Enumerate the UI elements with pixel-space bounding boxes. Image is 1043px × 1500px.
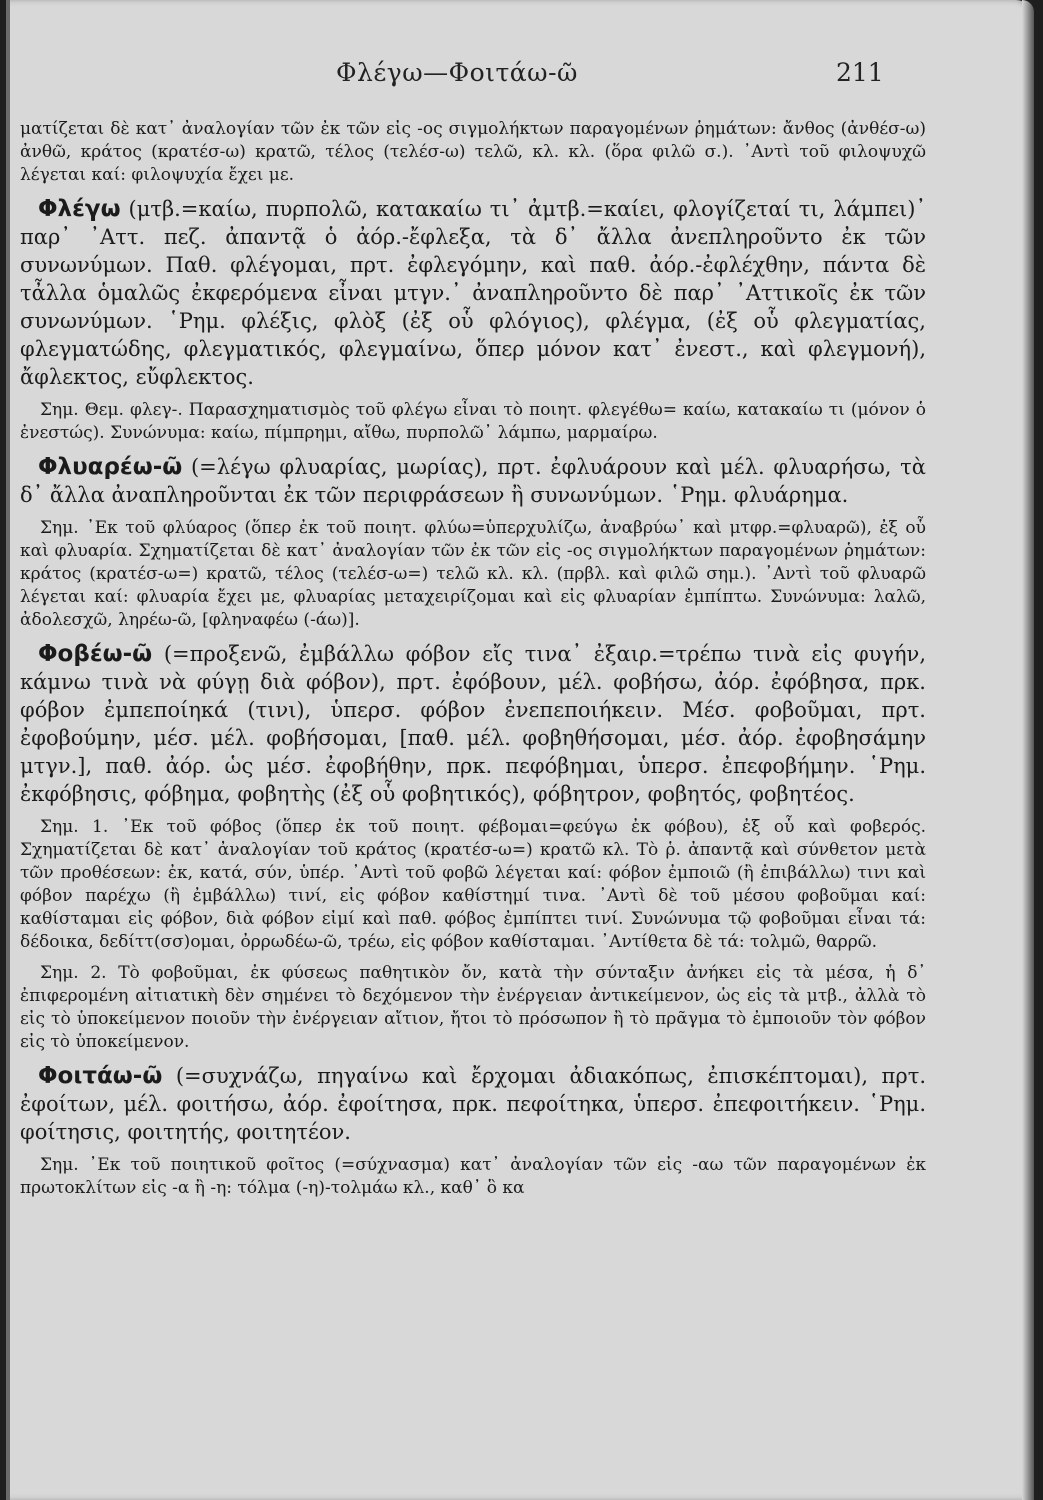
note-continuation	[20, 118, 926, 187]
note-phobeo-2	[20, 962, 926, 1054]
note-phoitao	[20, 1154, 926, 1200]
note-phlyareo	[20, 517, 926, 632]
entry-phlego	[20, 195, 926, 391]
note-text: Σημ. 2. Τὸ φοβοῦμαι, ἐκ φύσεως παθητικὸν ὄν, κατὰ τὴν σύνταξιν ἀνήκει εἰς τὰ μέσα, ἡ δ᾽ ἐπιφερομένη αἰτιατικὴ δὲν σημένει τὸ δεχόμενον τὴν ἐνέργειαν ἀντικείμενον, ὡς εἰς τὰ μτβ., ἀλλὰ τὸ εἰς τὸ ὑποκείμενον ποιοῦν τὴν ἐνέργειαν αἴτιον, ἤτοι τὸ πρόσωπον ἢ τὸ πρᾶγμα τὸ ἐμποιοῦν τὸν φόβον εἰς τὸ ὑποκείμενον.	[20, 963, 926, 1052]
note-text: Σημ. ᾽Εκ τοῦ ποιητικοῦ φοῖτος (=σύχνασμα) κατ᾽ ἀναλογίαν τῶν εἰς -αω τῶν παραγομένων ἐκ πρωτοκλίτων εἰς -α ἢ -η: τόλμα (-η)-τολμάω κλ., καθ᾽ ὃ κα	[20, 1155, 926, 1198]
entry-text: (=λέγω φλυαρίας, μωρίας), πρτ. ἐφλυάρουν καὶ μέλ. φλυαρήσω, τὰ δ᾽ ἄλλα ἀναπληροῦνται ἐκ τῶν περιφράσεων ἢ συνωνύμων. ῾Ρημ. φλυάρημα.	[20, 455, 926, 507]
page-edge-shadow	[1022, 0, 1034, 1500]
page-left-edge	[6, 0, 10, 1500]
entry-lemma: Φλέγω	[38, 196, 121, 222]
entry-lemma: Φοβέω-ῶ	[38, 641, 153, 667]
entry-lemma: Φλυαρέω-ῶ	[38, 454, 183, 480]
page-number: 211	[836, 58, 884, 87]
book-page	[6, 0, 1034, 1500]
note-text: Σημ. 1. ᾽Εκ τοῦ φόβος (ὅπερ ἐκ τοῦ ποιητ. φέβομαι=φεύγω ἐκ φόβου), ἐξ οὗ καὶ φοβερός. Σχηματίζεται δὲ κατ᾽ ἀναλογίαν τοῦ κράτος (κρατέσ-ω=) κρατῶ κλ. Τὸ ῥ. ἀπαντᾷ καὶ σύνθετον μετὰ τῶν προθέσεων: ἐκ, κατά, σύν, ὑπέρ. ᾽Αντὶ τοῦ φοβῶ λέγεται καί: φόβον ἐμποιῶ (ἢ ἐπιβάλλω) τινι καὶ φόβον παρέχω (ἢ ἐμβάλλω) τινί, εἰς φόβον καθίστημί τινα. ᾽Αντὶ δὲ τοῦ μέσου φοβοῦμαι καί: καθίσταμαι εἰς φόβον, διὰ φόβον εἰμί καὶ παθ. φόβος ἐμπίπτει τινί. Συνώνυμα τῷ φοβοῦμαι εἶναι τά: δέδοικα, δεδίττ(σσ)ομαι, ὀρρωδέω-ῶ, τρέω, εἰς φόβον καθίσταμαι. ᾽Αντίθετα δὲ τά: τολμῶ, θαρρῶ.	[20, 817, 926, 952]
entry-phlyareo	[20, 453, 926, 509]
entry-text: (=προξενῶ, ἐμβάλλω φόβον εἴς τινα᾽ ἐξαιρ.=τρέπω τινὰ εἰς φυγήν, κάμνω τινὰ νὰ φύγῃ διὰ φόβον), πρτ. ἐφόβουν, μέλ. φοβήσω, ἀόρ. ἐφόβησα, πρκ. φόβον ἐμπεποίηκά (τινι), ὑπερσ. φόβον ἐνεπεποιήκειν. Μέσ. φοβοῦμαι, πρτ. ἐφοβούμην, μέσ. μέλ. φοβήσομαι, [παθ. μέλ. φοβηθήσομαι, μέσ. ἀόρ. ἐφοβησάμην μτγν.], παθ. ἀόρ. ὡς μέσ. ἐφοβήθην, πρκ. πεφόβημαι, ὑπερσ. ἐπεφοβήμην. ῾Ρημ. ἐκφόβησις, φόβημα, φοβητὴς (ἐξ οὗ φοβητικός), φόβητρον, φοβητός, φοβητέος.	[20, 642, 926, 806]
note-phobeo-1	[20, 816, 926, 954]
entry-lemma: Φοιτάω-ῶ	[38, 1063, 163, 1089]
entry-phobeo	[20, 640, 926, 808]
note-phlego	[20, 399, 926, 445]
entry-phoitao	[20, 1062, 926, 1146]
dictionary-entries	[20, 118, 926, 1208]
note-text: Σημ. ᾽Εκ τοῦ φλύαρος (ὅπερ ἐκ τοῦ ποιητ. φλύω=ὑπερχυλίζω, ἀναβρύω᾽ καὶ μτφρ.=φλυαρῶ), ἐξ οὗ καὶ φλυαρία. Σχηματίζεται δὲ κατ᾽ ἀναλογίαν τῶν ἐκ τῶν εἰς -ος σιγμολήκτων παραγομένων ῥημάτων: κράτος (κρατέσ-ω=) κρατῶ, τέλος (τελέσ-ω=) τελῶ κλ. κλ. (πρβλ. καὶ φιλῶ σημ.). ᾽Αντὶ τοῦ φλυαρῶ λέγεται καί: φλυαρία ἔχει με, φλυαρίας μεταχειρίζομαι καὶ εἰς φλυαρίαν ἐμπίπτω. Συνώνυμα: λαλῶ, ἀδολεσχῶ, ληρέω-ῶ, [φληναφέω (-άω)].	[20, 518, 926, 630]
entry-text: (μτβ.=καίω, πυρπολῶ, κατακαίω τι᾽ ἀμτβ.=καίει, φλογίζεταί τι, λάμπει)᾽ παρ᾽ ᾽Αττ. πεζ. ἀπαντᾷ ὁ ἀόρ.-ἔφλεξα, τὰ δ᾽ ἄλλα ἀνεπληροῦντο ἐκ τῶν συνωνύμων. Παθ. φλέγομαι, πρτ. ἐφλεγόμην, καὶ παθ. ἀόρ.-ἐφλέχθην, πάντα δὲ τἆλλα ὁμαλῶς ἐκφερόμενα εἶναι μτγν.᾽ ἀναπληροῦντο δὲ παρ᾽ ᾽Αττικοῖς ἐκ τῶν συνωνύμων. ῾Ρημ. φλέξις, φλὸξ (ἐξ οὗ φλόγιος), φλέγμα, (ἐξ οὗ φλεγματίας, φλεγματώδης, φλεγματικός, φλεγμαίνω, ὅπερ μόνον κατ᾽ ἐνεστ., καὶ φλεγμονή), ἄφλεκτος, εὔφλεκτος.	[20, 197, 926, 389]
entry-text: (=συχνάζω, πηγαίνω καὶ ἔρχομαι ἀδιακόπως, ἐπισκέπτομαι), πρτ. ἐφοίτων, μέλ. φοιτήσω, ἀόρ. ἐφοίτησα, πρκ. πεφοίτηκα, ὑπερσ. ἐπεφοιτήκειν. ῾Ρημ. φοίτησις, φοιτητής, φοιτητέον.	[20, 1064, 926, 1144]
page-header	[6, 58, 1034, 94]
running-head: Φλέγω—Φοιτάω-ῶ	[336, 58, 578, 87]
note-text: Σημ. Θεμ. φλεγ-. Παρασχηματισμὸς τοῦ φλέγω εἶναι τὸ ποιητ. φλεγέθω= καίω, κατακαίω τι (μόνον ὁ ἐνεστώς). Συνώνυμα: καίω, πίμπρημι, αἴθω, πυρπολῶ᾽ λάμπω, μαρμαίρω.	[20, 400, 926, 443]
note-text: ματίζεται δὲ κατ᾽ ἀναλογίαν τῶν ἐκ τῶν εἰς -ος σιγμολήκτων παραγομένων ῥημάτων: ἄνθος (ἀνθέσ-ω) ἀνθῶ, κράτος (κρατέσ-ω) κρατῶ, τέλος (τελέσ-ω) τελῶ, κλ. κλ. (ὅρα φιλῶ σ.). ᾽Αντὶ τοῦ φιλοψυχῶ λέγεται καί: φιλοψυχία ἔχει με.	[20, 119, 926, 185]
